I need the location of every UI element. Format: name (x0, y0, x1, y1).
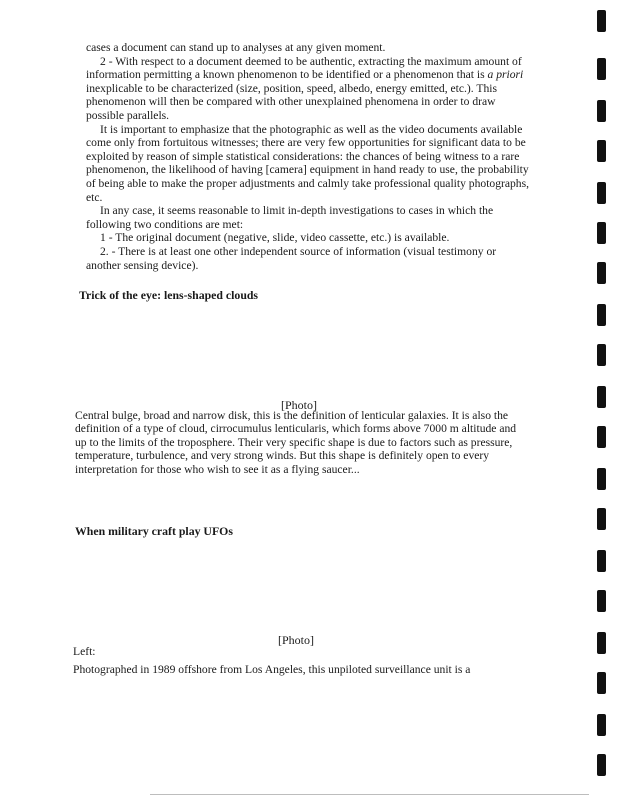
binder-mark (597, 386, 606, 408)
binder-mark (597, 58, 606, 80)
binder-mark (597, 754, 606, 776)
binder-mark (597, 590, 606, 612)
intro-paragraph-4: In any case, it seems reasonable to limit in-depth investigations to cases in which the following two conditions are met: (86, 204, 494, 231)
binder-mark (597, 426, 606, 448)
photo-caption-2: Photographed in 1989 offshore from Los Angeles, this unpiloted surveillance unit is a (73, 663, 471, 676)
page-bottom-edge (150, 794, 589, 795)
binder-mark (597, 672, 606, 694)
photo-placeholder-1: [Photo] (281, 398, 317, 412)
binder-mark (597, 344, 606, 366)
intro-paragraph-2: 2 - With respect to a document deemed to be authentic, extracting the maximum amount of information permitting a known phenomenon to be identified or a phenomenon that is a priori inexplicable to be characterized (size, position, speed, albedo, energy emitted, etc.). This phenomenon will then be compared with other unexplained phenomena in order to draw possible parallels. (86, 54, 524, 122)
intro-text (86, 41, 531, 272)
binder-mark (597, 100, 606, 122)
binder-mark (597, 262, 606, 284)
binder-mark (597, 182, 606, 204)
section-heading-lens-clouds: Trick of the eye: lens-shaped clouds (79, 288, 259, 302)
binder-mark (597, 222, 606, 244)
photo-caption-1: Central bulge, broad and narrow disk, this is the definition of lenticular galaxies. It is also the definition of a type of cloud, cirrocumulus lenticularis, which forms above 7000 m altitude and up to the limits of the troposphere. Their very specific shape is due to factors such as pressure, temperature, turbulence, and very strong winds. But this shape is definitely open to every interpretation for those who wish to see it as a flying saucer... (75, 409, 517, 476)
photo-placeholder-2: [Photo] (278, 633, 314, 647)
condition-1: 1 - The original document (negative, slide, video cassette, etc.) is available. (100, 231, 450, 245)
left-label: Left: (73, 645, 96, 658)
section-heading-military-craft: When military craft play UFOs (75, 524, 233, 538)
condition-2: 2. - There is at least one other independent source of information (visual testimony or another sensing device). (86, 244, 497, 272)
binder-mark (597, 468, 606, 490)
binder-mark (597, 714, 606, 736)
binder-mark (597, 140, 606, 162)
binder-mark (597, 632, 606, 654)
intro-line-1: cases a document can stand up to analyses at any given moment. (86, 41, 386, 54)
intro-paragraph-3: It is important to emphasize that the photographic as well as the video documents available come only from fortuitous witnesses; there are very few opportunities for significant data to be exploited by reason of simple statistical considerations: the chances of being witness to a rare phenomenon, the likelihood of having [camera] equipment in hand ready to use, the probability of being able to make the proper adjustments and calmly take professional quality photographs, etc. (86, 122, 530, 204)
binder-mark (597, 508, 606, 530)
binder-mark (597, 550, 606, 572)
binder-mark (597, 10, 606, 32)
binder-mark (597, 304, 606, 326)
